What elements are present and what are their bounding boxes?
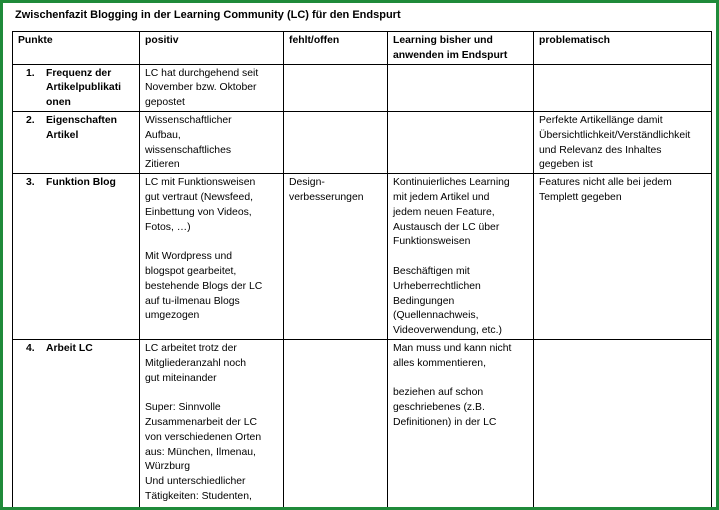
cell-text-line: LC mit Funktionsweisen [145, 177, 256, 189]
point-name-line: Frequenz der [46, 67, 112, 79]
cell-text-line: Man muss und kann nicht [393, 342, 512, 354]
cell-text-line: blogspot gearbeitet, [145, 265, 237, 277]
cell-text-line: verbesserungen [289, 191, 364, 203]
cell-text-line: Austausch der LC über [393, 221, 500, 233]
cell-text-line: Definitionen) in der LC [393, 416, 497, 428]
header-learning-line: Learning bisher und [393, 35, 493, 46]
header-fehlt-offen: fehlt/offen [284, 32, 388, 65]
point-name-line: Arbeit LC [46, 342, 93, 354]
cell-learning [388, 174, 534, 340]
cell-problematisch [534, 339, 712, 510]
cell-text-line: gut vertraut (Newsfeed, [145, 191, 253, 203]
cell-text-line: LC hat durchgehend seit [145, 67, 259, 79]
cell-punkte [13, 111, 140, 173]
cell-text-line: beziehen auf schon [393, 387, 484, 399]
cell-text-line: LC arbeitet trotz der [145, 342, 237, 354]
point-name [46, 114, 134, 144]
cell-learning [388, 64, 534, 111]
cell-positiv [140, 64, 284, 111]
cell-punkte [13, 339, 140, 510]
cell-text-line: gut miteinander [145, 372, 217, 384]
cell-fehlt [284, 64, 388, 111]
point-number: 2. [26, 114, 35, 126]
cell-learning [388, 111, 534, 173]
cell-text-line: Beschäftigen mit [393, 265, 470, 277]
cell-punkte [13, 64, 140, 111]
cell-text-line: Videoverwendung, etc.) [393, 325, 502, 337]
cell-text-line: wissenschaftliches [145, 144, 232, 156]
cell-text-line: jedem neuen Feature, [393, 206, 495, 218]
cell-text-line: gegeben ist [539, 159, 593, 171]
cell-text-line: Mitgliederanzahl noch [145, 357, 247, 369]
paragraph-gap [393, 250, 528, 265]
cell-positiv [140, 339, 284, 510]
point-heading [18, 114, 134, 144]
point-name [46, 342, 134, 357]
point-name-line: Artikel [46, 129, 79, 141]
cell-punkte [13, 174, 140, 340]
evaluation-table [12, 31, 712, 510]
paragraph-gap [145, 235, 278, 250]
point-name [46, 176, 134, 191]
cell-text-line: Bedingungen [393, 295, 455, 307]
header-learning [388, 32, 534, 65]
header-positiv: positiv [140, 32, 284, 65]
table-row [13, 64, 712, 111]
cell-text-line: (Quellennachweis, [393, 310, 479, 322]
cell-text-line: Kontinuierliches Learning [393, 177, 510, 189]
cell-problematisch [534, 111, 712, 173]
cell-text-line: Und unterschiedlicher [145, 476, 246, 488]
cell-text-line: Wissenschaftlicher [145, 114, 232, 126]
cell-text-line: und Relevanz des Inhaltes [539, 144, 662, 156]
cell-text-line: Super: Sinnvolle [145, 402, 221, 414]
cell-fehlt [284, 111, 388, 173]
cell-problematisch [534, 64, 712, 111]
point-name-line: Funktion Blog [46, 177, 116, 189]
point-name-line: Eigenschaften [46, 114, 118, 126]
cell-text-line: Perfekte Artikellänge damit [539, 114, 663, 126]
paragraph-gap [393, 372, 528, 387]
cell-text-line: geschriebenes (z.B. [393, 402, 485, 414]
cell-text-line: Templett gegeben [539, 191, 622, 203]
cell-fehlt [284, 174, 388, 340]
header-learning-line: anwenden im Endspurt [393, 49, 508, 61]
cell-text-line: Urheberrechtlichen [393, 280, 481, 292]
point-name [46, 67, 134, 111]
cell-text-line: Würzburg [145, 461, 191, 473]
cell-text-line: Funktionsweisen [393, 236, 471, 248]
header-problematisch: problematisch [534, 32, 712, 65]
cell-text-line: mit jedem Artikel und [393, 191, 490, 203]
cell-problematisch [534, 174, 712, 340]
point-number: 3. [26, 177, 35, 189]
cell-text-line: Übersichtlichkeit/Verständlichkeit [539, 129, 691, 141]
point-number: 1. [26, 67, 35, 79]
document-title: Zwischenfazit Blogging in der Learning Community (LC) für den Endspurt [15, 9, 401, 21]
cell-text-line: Tätigkeiten: Studenten, [145, 490, 252, 502]
cell-fehlt [284, 339, 388, 510]
point-name-line: onen [46, 97, 71, 109]
cell-text-line: Zitieren [145, 159, 180, 171]
cell-text-line: Einbettung von Videos, [145, 206, 252, 218]
cell-positiv [140, 111, 284, 173]
cell-text-line: gepostet [145, 97, 185, 109]
table-row [13, 339, 712, 510]
table-header-row [13, 32, 712, 65]
cell-text-line: von verschiedenen Orten [145, 431, 262, 443]
table-row [13, 111, 712, 173]
cell-text-line: Mit Wordpress und [145, 251, 233, 263]
cell-text-line: November bzw. Oktober [145, 82, 257, 94]
point-heading [18, 176, 134, 191]
cell-text-line: Aufbau, [145, 129, 181, 141]
cell-text-line: Design- [289, 177, 325, 189]
point-heading [18, 67, 134, 111]
point-heading [18, 342, 134, 357]
cell-text-line: auf tu-ilmenau Blogs [145, 295, 240, 307]
cell-positiv [140, 174, 284, 340]
cell-text-line: alles kommentieren, [393, 357, 486, 369]
point-name-line: Artikelpublikati [46, 82, 122, 94]
cell-text-line: aus: München, Ilmenau, [145, 446, 256, 458]
cell-learning [388, 339, 534, 510]
table-row [13, 174, 712, 340]
cell-text-line: Zusammenarbeit der LC [145, 416, 258, 428]
cell-text-line: umgezogen [145, 310, 200, 322]
cell-text-line: Features nicht alle bei jedem [539, 177, 672, 189]
point-number: 4. [26, 342, 35, 354]
header-punkte: Punkte [13, 32, 140, 65]
cell-text-line: bestehende Blogs der LC [145, 280, 263, 292]
cell-text-line: Fotos, …) [145, 221, 191, 233]
paragraph-gap [145, 386, 278, 401]
